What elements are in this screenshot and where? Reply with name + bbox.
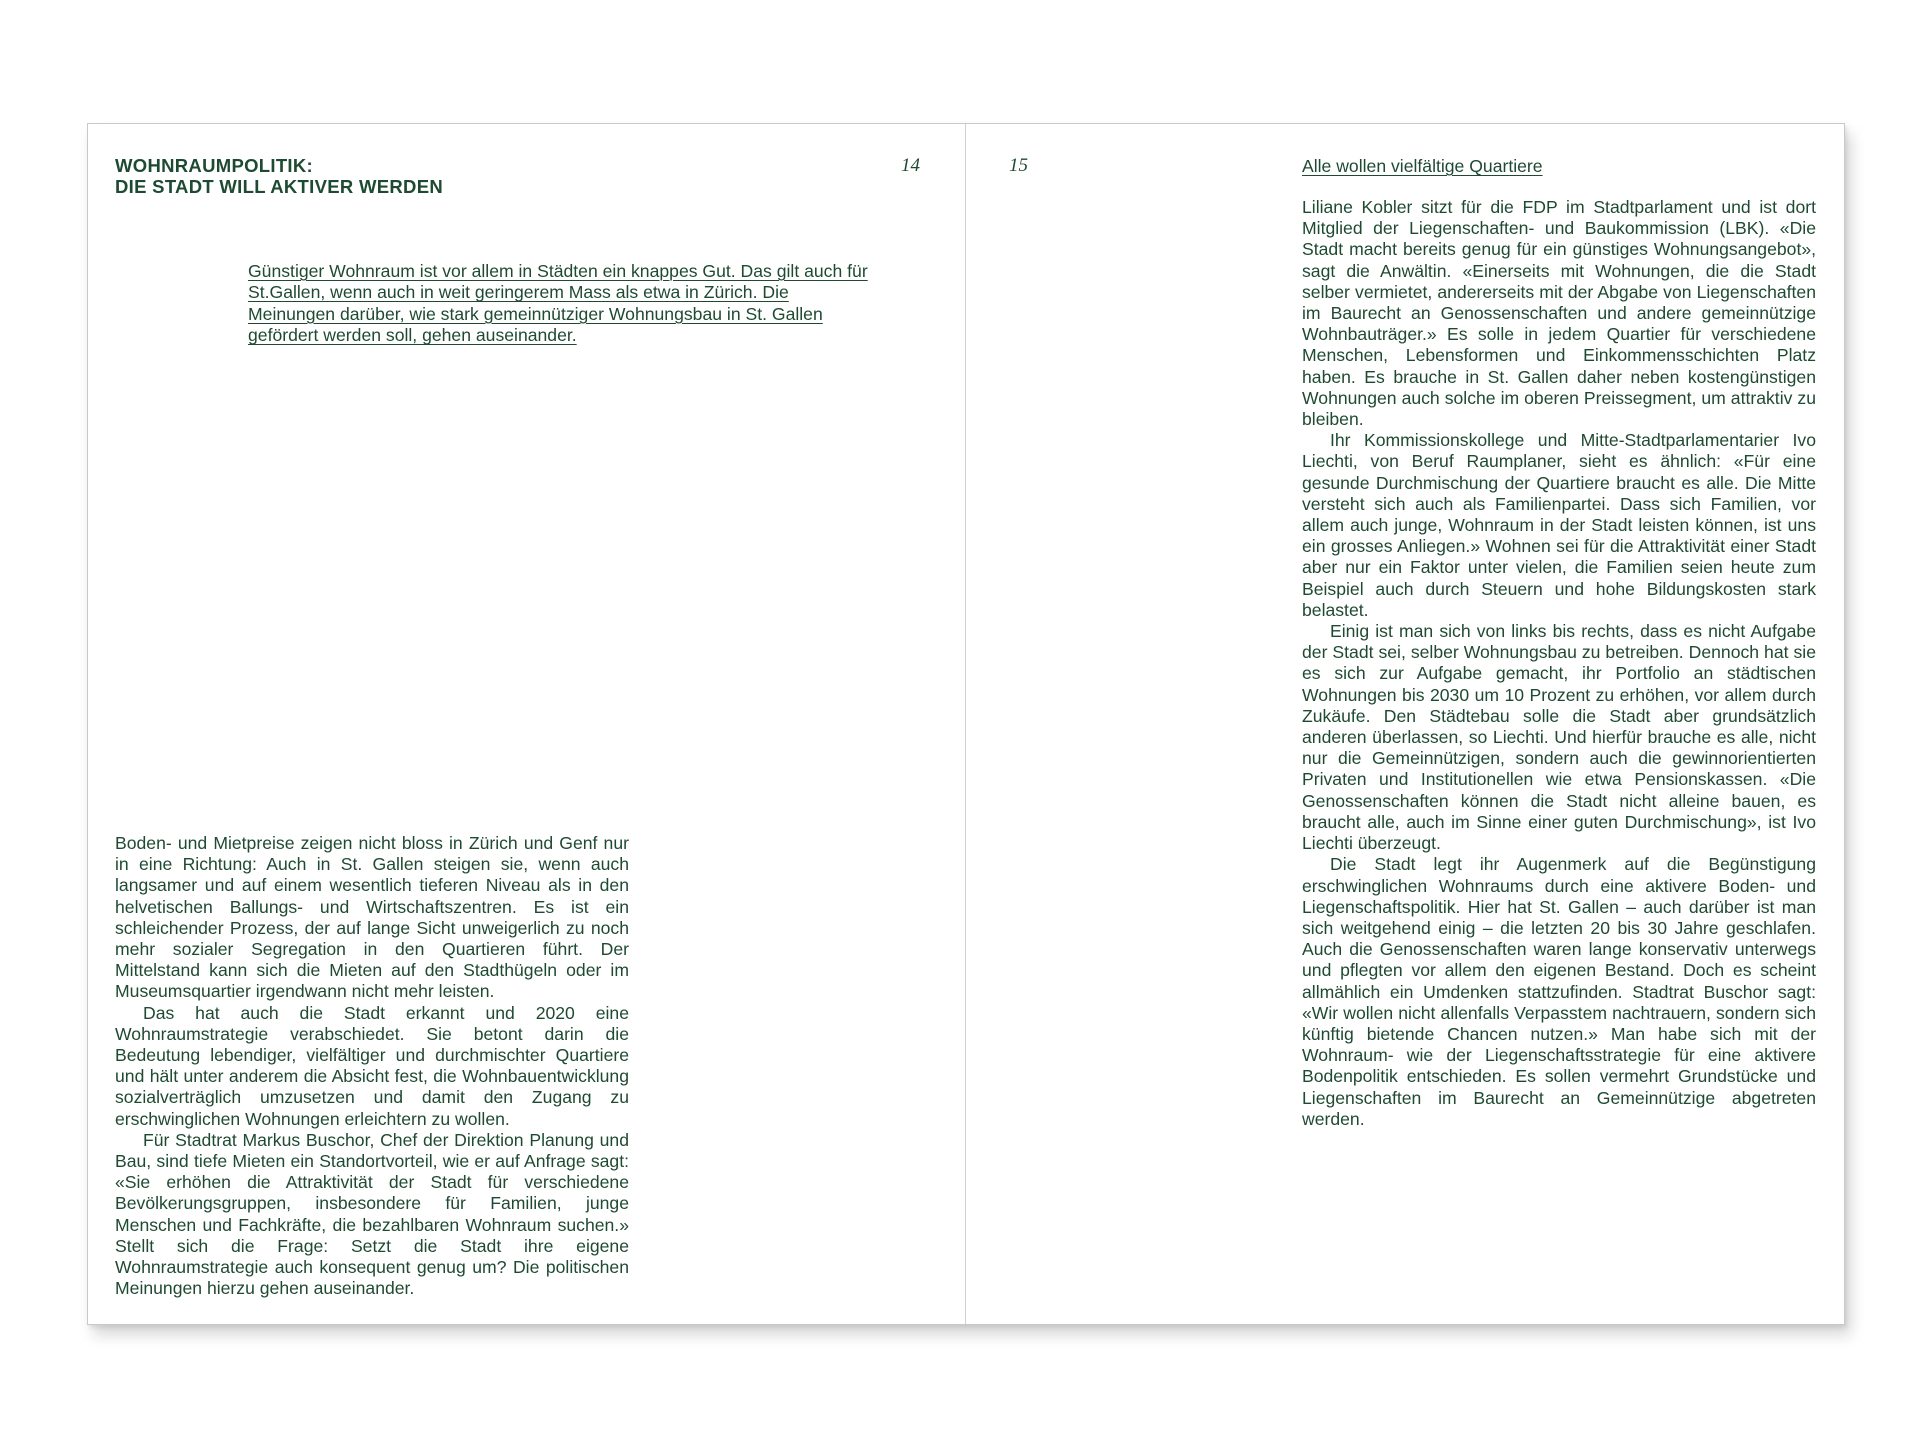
article-heading	[115, 155, 443, 197]
body-paragraph: Die Stadt legt ihr Augenmerk auf die Begünstigung erschwinglichen Wohnraums durch eine aktivere Boden- und Liegenschaftspolitik. Hier hat St. Gallen – auch darüber ist man sich weitgehend einig – die letzten 20 bis 30 Jahre geschlafen. Auch die Genossenschaften waren lange konservativ unterwegs und pflegten vor allem den eigenen Bestand. Doch es scheint allmählich ein Umdenken stattzufinden. Stadtrat Buschor sagt: «Wir wollen nicht allenfalls Verpasstem nachtrauern, sondern sich künftig bietende Chancen nutzen.» Man habe sich mit der Wohnraum- wie der Liegenschaftsstrategie für eine aktivere Bodenpolitik entschieden. Es sollen vermehrt Grundstücke und Liegenschaften im Baurecht an Gemeinnützige abgetreten werden.	[1302, 854, 1816, 1129]
section-subheading: Alle wollen vielfältige Quartiere	[1302, 156, 1543, 176]
left-page	[88, 124, 965, 1324]
right-body-text	[1302, 197, 1816, 1130]
body-paragraph: Boden- und Mietpreise zeigen nicht bloss in Zürich und Genf nur in eine Richtung: Auch in St. Gallen steigen sie, wenn auch langsamer und auf einem wesentlich tieferen Niveau als in den helvetischen Ballungs- und Wirtschaftszentren. Es ist ein schleichender Prozess, der auf lange Sicht unweigerlich zu noch mehr sozialer Segregation in den Quartieren führt. Der Mittelstand kann sich die Mieten auf den Stadthügeln oder im Museumsquartier irgendwann nicht mehr leisten.	[115, 833, 629, 1002]
lead-paragraph: Günstiger Wohnraum ist vor allem in Städten ein knappes Gut. Das gilt auch für St.Gallen, wenn auch in weit geringerem Mass als etwa in Zürich. Die Meinungen darüber, wie stark gemeinnütziger Wohnungsbau in St. Gallen gefördert werden soll, gehen auseinander.	[248, 261, 868, 346]
body-paragraph: Ihr Kommissionskollege und Mitte-Stadtparlamentarier Ivo Liechti, von Beruf Raumplaner, sieht es ähnlich: «Für eine gesunde Durchmischung der Quartiere braucht es alle. Die Mitte versteht sich auch als Familienpartei. Dass sich Familien, vor allem auch junge, Wohnraum in der Stadt leisten können, ist uns ein grosses Anliegen.» Wohnen sei für die Attraktivität einer Stadt aber nur ein Faktor unter vielen, die Familien seien heute zum Beispiel auch durch Steuern und hohe Bildungskosten stark belastet.	[1302, 430, 1816, 620]
page-number-right: 15	[1009, 155, 1028, 176]
right-page	[966, 124, 1844, 1324]
heading-line-1: WOHNRAUMPOLITIK:	[115, 155, 313, 176]
body-paragraph: Liliane Kobler sitzt für die FDP im Stadtparlament und ist dort Mitglied der Liegenschaften- und Baukommission (LBK). «Die Stadt macht bereits genug für ein günstiges Wohnungsangebot», sagt die Anwältin. «Einerseits mit Wohnungen, die die Stadt selber vermietet, andererseits mit der Abgabe von Liegenschaften im Baurecht an Genossenschaften und andere gemeinnützige Wohnbauträger.» Es solle in jedem Quartier für verschiedene Menschen, Lebensformen und Einkommensschichten Platz haben. Es brauche in St. Gallen daher neben kostengünstigen Wohnungen auch solche im oberen Preissegment, um attraktiv zu bleiben.	[1302, 197, 1816, 430]
body-paragraph: Das hat auch die Stadt erkannt und 2020 eine Wohnraumstrategie verabschiedet. Sie betont darin die Bedeutung lebendiger, vielfältiger und durchmischter Quartiere und hält unter anderem die Absicht fest, die Wohnbauentwicklung sozialverträglich umzusetzen und damit den Zugang zu erschwinglichen Wohnungen erleichtern zu wollen.	[115, 1002, 629, 1129]
page-number-left: 14	[901, 155, 920, 176]
heading-line-2: DIE STADT WILL AKTIVER WERDEN	[115, 176, 443, 197]
body-paragraph: Für Stadtrat Markus Buschor, Chef der Direktion Planung und Bau, sind tiefe Mieten ein Standortvorteil, wie er auf Anfrage sagt: «Sie erhöhen die Attraktivität der Stadt für verschiedene Bevölkerungsgruppen, insbesondere für Familien, junge Menschen und Fachkräfte, die bezahlbaren Wohnraum suchen.» Stellt sich die Frage: Setzt die Stadt ihre eigene Wohnraumstrategie auch konsequent genug um? Die politischen Meinungen hierzu gehen auseinander.	[115, 1129, 629, 1299]
body-paragraph: Einig ist man sich von links bis rechts, dass es nicht Aufgabe der Stadt sei, selber Wohnungsbau zu betreiben. Dennoch hat sie es sich zur Aufgabe gemacht, ihr Portfolio an städtischen Wohnungen bis 2030 um 10 Prozent zu erhöhen, vor allem durch Zukäufe. Den Städtebau solle die Stadt aber grundsätzlich anderen überlassen, so Liechti. Und hierfür brauche es alle, nicht nur die Gemeinnützigen, sondern auch die gewinnorientierten Privaten und Institutionellen wie etwa Pensionskassen. «Die Genossenschaften können die Stadt nicht alleine bauen, es braucht alle, auch im Sinne einer guten Durchmischung», ist Ivo Liechti überzeugt.	[1302, 621, 1816, 854]
left-body-text	[115, 833, 629, 1299]
book-spread	[87, 123, 1845, 1325]
